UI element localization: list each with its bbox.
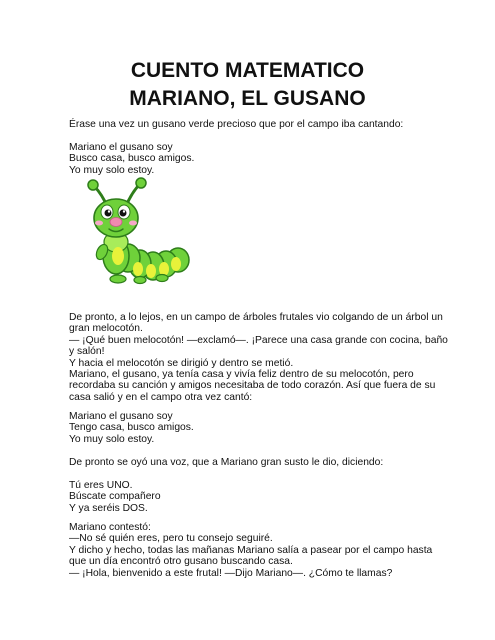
title-line-1: CUENTO MATEMATICO — [130, 59, 365, 82]
text-line: Busco casa, busco amigos. — [69, 153, 195, 165]
text-line: Érase una vez un gusano verde precioso que por el campo iba cantando: — [69, 119, 404, 130]
text-line: — ¡Qué buen melocotón! —exclamó—. ¡Parece una casa grande con cocina, baño — [69, 334, 448, 346]
text-line: Mariano el gusano soy — [69, 142, 173, 153]
text-line: Yo muy solo estoy. — [69, 433, 155, 445]
paragraph-melocoton — [69, 312, 448, 403]
text-line: Mariano contestó: — [69, 522, 151, 533]
song-verse-1 — [69, 142, 429, 176]
text-line: Mariano, el gusano, ya tenía casa y vivía feliz dentro de su melocotón, pero — [69, 369, 414, 381]
text-line: Mariano el gusano soy — [69, 411, 173, 422]
text-line: y salón! — [69, 346, 105, 358]
text-line: recordaba su canción y amigos necesitaba de todo corazón. Así que fuera de su — [69, 380, 436, 392]
title-line-2: MARIANO, EL GUSANO — [129, 87, 366, 110]
song-verse-2 — [69, 411, 429, 445]
paragraph-reply — [69, 522, 433, 579]
text-line: Búscate compañero — [69, 491, 161, 503]
text-line: gran melocotón. — [69, 323, 143, 335]
text-line: casa salió y en el campo otra vez cantó: — [69, 391, 253, 403]
paragraph-voice — [69, 457, 429, 468]
voice-verse — [69, 480, 429, 514]
text-line: Y dicho y hecho, todas las mañanas Mariano salía a pasear por el campo hasta — [69, 544, 433, 556]
text-line: que un día encontró otro gusano buscando casa. — [69, 556, 293, 568]
text-line: — ¡Hola, bienvenido a este frutal! —Dijo Mariano—. ¿Cómo te llamas? — [69, 567, 393, 579]
text-line: Y ya seréis DOS. — [69, 502, 148, 514]
caterpillar-icon — [78, 176, 198, 291]
text-line: Tengo casa, busco amigos. — [69, 422, 194, 434]
text-line: Yo muy solo estoy. — [69, 164, 155, 176]
text-line: De pronto, a lo lejos, en un campo de árboles frutales vio colgando de un árbol un — [69, 312, 443, 323]
text-line: Tú eres UNO. — [69, 480, 133, 491]
text-line: Y hacia el melocotón se dirigió y dentro se metió. — [69, 357, 294, 369]
text-line: De pronto se oyó una voz, que a Mariano gran susto le dio, diciendo: — [69, 457, 384, 468]
text-line: —No sé quién eres, pero tu consejo seguiré. — [69, 533, 273, 545]
paragraph-intro — [69, 119, 429, 130]
